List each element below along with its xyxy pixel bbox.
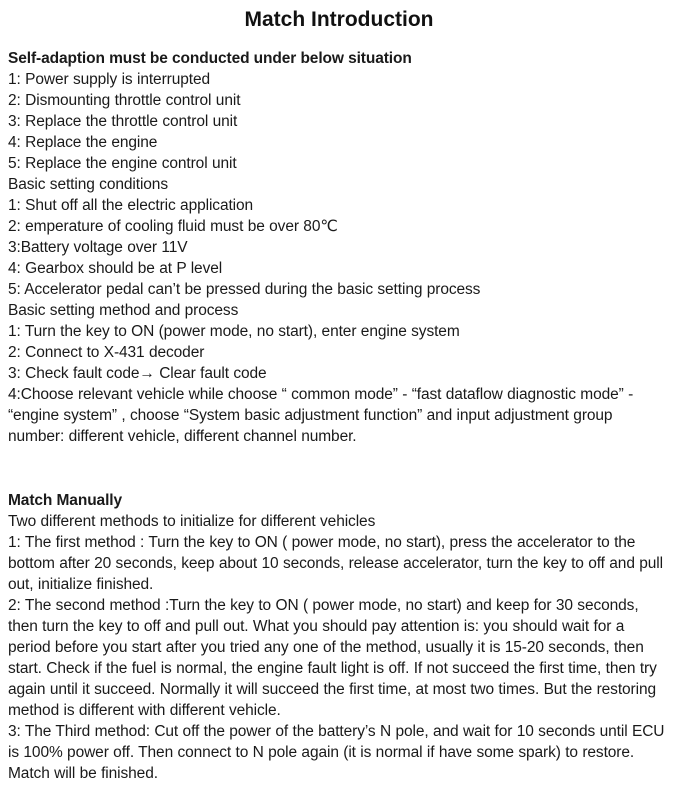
text-line: 3:Battery voltage over 11V xyxy=(8,239,188,256)
text-line: 1: Shut off all the electric application xyxy=(8,197,254,214)
section-divider-gap xyxy=(8,447,670,490)
text-line: 1: The first method : Turn the key to ON ( power mode, no start), press the accelerator to the bottom after 20 seconds, keep about 10 seconds, release accelerator, turn the key to off and pull out, initialize finished. xyxy=(8,534,663,593)
section-self-adaption-body xyxy=(8,69,670,447)
text-line: Two different methods to initialize for different vehicles xyxy=(8,513,376,530)
text-line: 1: Power supply is interrupted xyxy=(8,71,210,88)
text-line: 2: The second method :Turn the key to ON ( power mode, no start) and keep for 30 seconds, then turn the key to off and pull out. What you should pay attention is: you should wait for a period before you start after you tried any one of the method, usually it is 15-20 seconds, then start. Check if the fuel is normal, the engine fault light is off. If not succeed the first time, then try again until it succeed. Normally it will succeed the first time, at most two times. But the restoring method is different with different vehicle. xyxy=(8,597,657,719)
section-match-manually-heading: Match Manually xyxy=(8,492,123,509)
section-self-adaption xyxy=(8,48,670,447)
text-line: Basic setting conditions xyxy=(8,176,168,193)
text-line: 5: Replace the engine control unit xyxy=(8,155,237,172)
text-line: 5: Accelerator pedal can’t be pressed during the basic setting process xyxy=(8,281,481,298)
text-line: 2: emperature of cooling fluid must be over 80℃ xyxy=(8,218,338,235)
section-match-manually xyxy=(8,490,670,784)
text-line: 2: Dismounting throttle control unit xyxy=(8,92,241,109)
text-line: 4: Replace the engine xyxy=(8,134,158,151)
text-line: 1: Turn the key to ON (power mode, no start), enter engine system xyxy=(8,323,460,340)
page-title: Match Introduction xyxy=(244,8,434,31)
text-line: 3: Check fault code→ Clear fault code xyxy=(8,365,267,382)
text-line: 3: The Third method: Cut off the power of the battery’s N pole, and wait for 10 seconds until ECU is 100% power off. Then connect to N pole again (it is normal if have some spark) to restore. Match will be finished. xyxy=(8,723,665,782)
text-line: 2: Connect to X-431 decoder xyxy=(8,344,205,361)
section-self-adaption-heading: Self-adaption must be conducted under below situation xyxy=(8,50,412,67)
section-match-manually-body xyxy=(8,511,670,784)
text-line: 4: Gearbox should be at P level xyxy=(8,260,223,277)
text-line: 4:Choose relevant vehicle while choose “ common mode” - “fast dataflow diagnostic mode” - “engine system” , choose “System basic adjustment function” and input adjustment group number: different vehicle, different channel number. xyxy=(8,386,634,445)
text-line: 3: Replace the throttle control unit xyxy=(8,113,238,130)
text-line: Basic setting method and process xyxy=(8,302,239,319)
